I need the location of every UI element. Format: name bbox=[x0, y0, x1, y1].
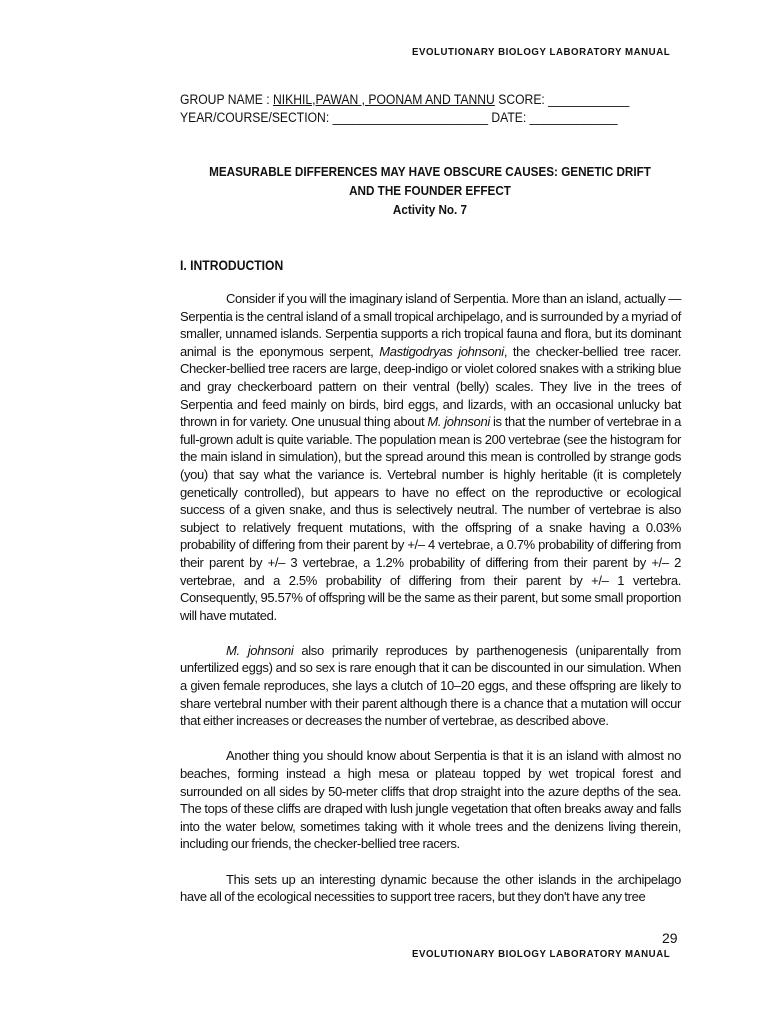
running-footer: EVOLUTIONARY BIOLOGY LABORATORY MANUAL bbox=[412, 948, 671, 960]
paragraph-2 bbox=[180, 642, 681, 730]
introduction-body bbox=[180, 290, 681, 906]
paragraph-3: Another thing you should know about Serpentia is that it is an island with almost no beaches, forming instead a high mesa or plateau topped by wet tropical forest and surrounded on all sides by 50-meter cliffs that drop straight into the azure depths of the sea. The tops of these cliffs are draped with lush jungle vegetation that often breaks away and falls into the water below, sometimes taking with it whole trees and the denizens living therein, including our friends, the checker-bellied tree racers. bbox=[180, 748, 681, 852]
section-heading-introduction: I. INTRODUCTION bbox=[180, 258, 284, 273]
species-name-short: M. johnsoni bbox=[226, 642, 294, 658]
page-number: 29 bbox=[662, 930, 678, 946]
paragraph-1-text-b: , the checker-bellied tree racer. Checker-bellied tree racers are large, deep-indigo or violet colored snakes with a striking blue and gray checkerboard pattern on their ventral (belly) scales. They live in the trees of Serpentia and feed mainly on birds, bird eggs, and lizards, with an occasional unlucky bat thrown in for variety. One unusual thing about bbox=[180, 343, 681, 430]
species-name-short: M. johnsoni bbox=[427, 414, 490, 430]
paragraph-1-text-a: Consider if you will the imaginary island of Serpentia. More than an island, actually — Serpentia is the central island of a small tropical archipelago, and is surrounded by a myriad of smaller, unnamed islands. Serpentia supports a rich tropical fauna and flora, but its dominant animal is the eponymous serpent, bbox=[180, 291, 681, 359]
activity-title-block bbox=[180, 162, 680, 219]
species-name: Mastigodryas johnsoni bbox=[379, 343, 504, 359]
title-line-2: AND THE FOUNDER EFFECT bbox=[349, 183, 511, 198]
paragraph-2-text: also primarily reproduces by parthenogenesis (uniparentally from unfertilized eggs) and so sex is rare enough that it can be discounted in our simulation. When a given female reproduces, she lays a clutch of 10–20 eggs, and these offspring are likely to share vertebral number with their parent although there is a chance that a mutation will occur that either increases or decreases the number of vertebrae, as described above. bbox=[180, 642, 681, 729]
paragraph-1 bbox=[180, 290, 681, 624]
running-header: EVOLUTIONARY BIOLOGY LABORATORY MANUAL bbox=[412, 46, 671, 58]
group-name-value: NIKHIL,PAWAN , POONAM AND TANNU bbox=[272, 92, 495, 107]
activity-number: Activity No. 7 bbox=[392, 202, 468, 217]
group-name-row bbox=[180, 92, 629, 107]
year-course-section-row: YEAR/COURSE/SECTION: _______________________ DATE: _____________ bbox=[180, 110, 618, 125]
paragraph-4: This sets up an interesting dynamic because the other islands in the archipelago have all of the ecological necessities to support tree racers, but they don't have any tree bbox=[180, 871, 681, 905]
group-name-label: GROUP NAME : bbox=[180, 92, 273, 107]
score-field: SCORE: ____________ bbox=[494, 92, 630, 107]
paragraph-1-text-c: is that the number of vertebrae in a full-grown adult is quite variable. The population mean is 200 vertebrae (see the histogram for the main island in simulation), but the spread around this mean is controlled by strange gods (you) that say what the variance is. Vertebral number is highly heritable (it is completely genetically controlled), but appears to have no effect on the reproductive or ecological success of a given snake, and thus is selectively neutral. The number of vertebrae is also subject to relatively frequent mutations, with the offspring of a snake having a 0.03% probability of differing from their parent by +/– 4 vertebrae, a 0.7% probability of differing from their parent by +/– 3 vertebrae, a 1.2% probability of differing from their parent by +/– 2 vertebrae, and a 2.5% probability of differing from their parent by +/– 1 vertebra. Consequently, 95.57% of offspring will be the same as their parent, but some small proportion will have mutated. bbox=[180, 414, 681, 623]
title-line-1: MEASURABLE DIFFERENCES MAY HAVE OBSCURE CAUSES: GENETIC DRIFT bbox=[209, 164, 651, 179]
